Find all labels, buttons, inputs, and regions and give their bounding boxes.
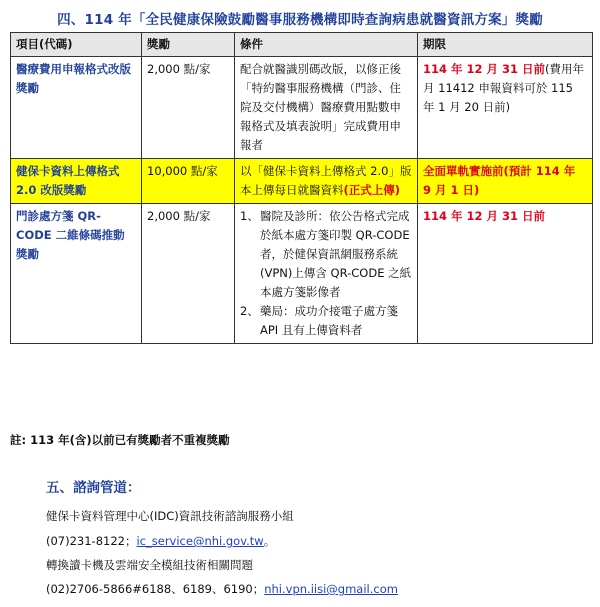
row-deadline xyxy=(418,204,593,344)
row-item: 門診處方箋 QR-CODE 二維條碼推動獎勵 xyxy=(11,204,142,344)
header-deadline: 期限 xyxy=(418,33,593,57)
header-item: 項目(代碼) xyxy=(11,33,142,57)
row-reward: 2,000 點/家 xyxy=(142,204,235,344)
contact-line-3: 轉換讀卡機及雲端安全模組技術相關問題 xyxy=(46,558,253,572)
row-reward: 2,000 點/家 xyxy=(142,57,235,159)
contact-line-4 xyxy=(46,581,398,597)
phone-vpn: (02)2706-5866#6188、6189、6190； xyxy=(46,582,265,596)
deadline-date: 114 年 12 月 31 日前 xyxy=(423,62,546,76)
row-deadline xyxy=(418,159,593,204)
email-link-idc[interactable]: ic_service@nhi.gov.tw xyxy=(136,534,264,548)
condition-list xyxy=(240,207,412,340)
row-deadline xyxy=(418,57,593,159)
deadline-date: 全面單軌實施前(預計 114 年 9 月 1 日) xyxy=(423,164,576,197)
line-end: 。 xyxy=(263,534,276,548)
deadline-note: (費用年月 11412 申報資料可於 115 年 1 月 20 日前) xyxy=(423,62,585,114)
row-item: 健保卡資料上傳格式 2.0 改版獎勵 xyxy=(11,159,142,204)
contact-line-1: 健保卡資料管理中心(IDC)資訊技術諮詢服務小組 xyxy=(46,509,294,523)
row-condition xyxy=(235,159,418,204)
email-link-vpn[interactable]: nhi.vpn.iisi@gmail.com xyxy=(264,582,398,596)
section-5-title: 五、諮詢管道： xyxy=(46,480,141,496)
row-condition: 配合就醫識別碼改版，以修正後「特約醫事服務機構（門診、住院及交付機構）醫療費用點數申報格式及填表說明」完成費用申報者 xyxy=(235,57,418,159)
table-row xyxy=(11,57,593,159)
row-reward: 10,000 點/家 xyxy=(142,159,235,204)
condition-emphasis: (正式上傳) xyxy=(343,183,401,197)
header-reward: 獎勵 xyxy=(142,33,235,57)
table-header-row xyxy=(11,33,593,57)
contact-line-2 xyxy=(46,533,275,549)
reward-table xyxy=(10,32,593,344)
list-number: 2、 xyxy=(240,304,259,318)
section-title: 四、114 年「全民健康保險鼓勵醫事服務機構即時查詢病患就醫資訊方案」獎勵 xyxy=(57,12,543,28)
list-item xyxy=(240,302,412,340)
list-text: 藥局：成功介接電子處方箋 API 且有上傳資料者 xyxy=(260,304,398,337)
condition-text: 以「健保卡資料上傳格式 2.0」版本上傳每日就醫資料 xyxy=(240,164,412,197)
table-note: 註: 113 年(含)以前已有獎勵者不重複獎勵 xyxy=(10,433,230,447)
header-condition: 條件 xyxy=(235,33,418,57)
row-item: 醫療費用申報格式改版獎勵 xyxy=(11,57,142,159)
list-number: 1、 xyxy=(240,209,259,223)
row-condition xyxy=(235,204,418,344)
table-row xyxy=(11,159,593,204)
deadline-date: 114 年 12 月 31 日前 xyxy=(423,209,546,223)
phone-idc: (07)231-8122； xyxy=(46,534,137,548)
table-row xyxy=(11,204,593,344)
list-item xyxy=(240,207,412,302)
list-text: 醫院及診所：依公告格式完成於紙本處方箋印製 QR-CODE 者，於健保資訊網服務系統(VPN)上傳含 QR-CODE 之紙本處方箋影像者 xyxy=(260,209,412,299)
